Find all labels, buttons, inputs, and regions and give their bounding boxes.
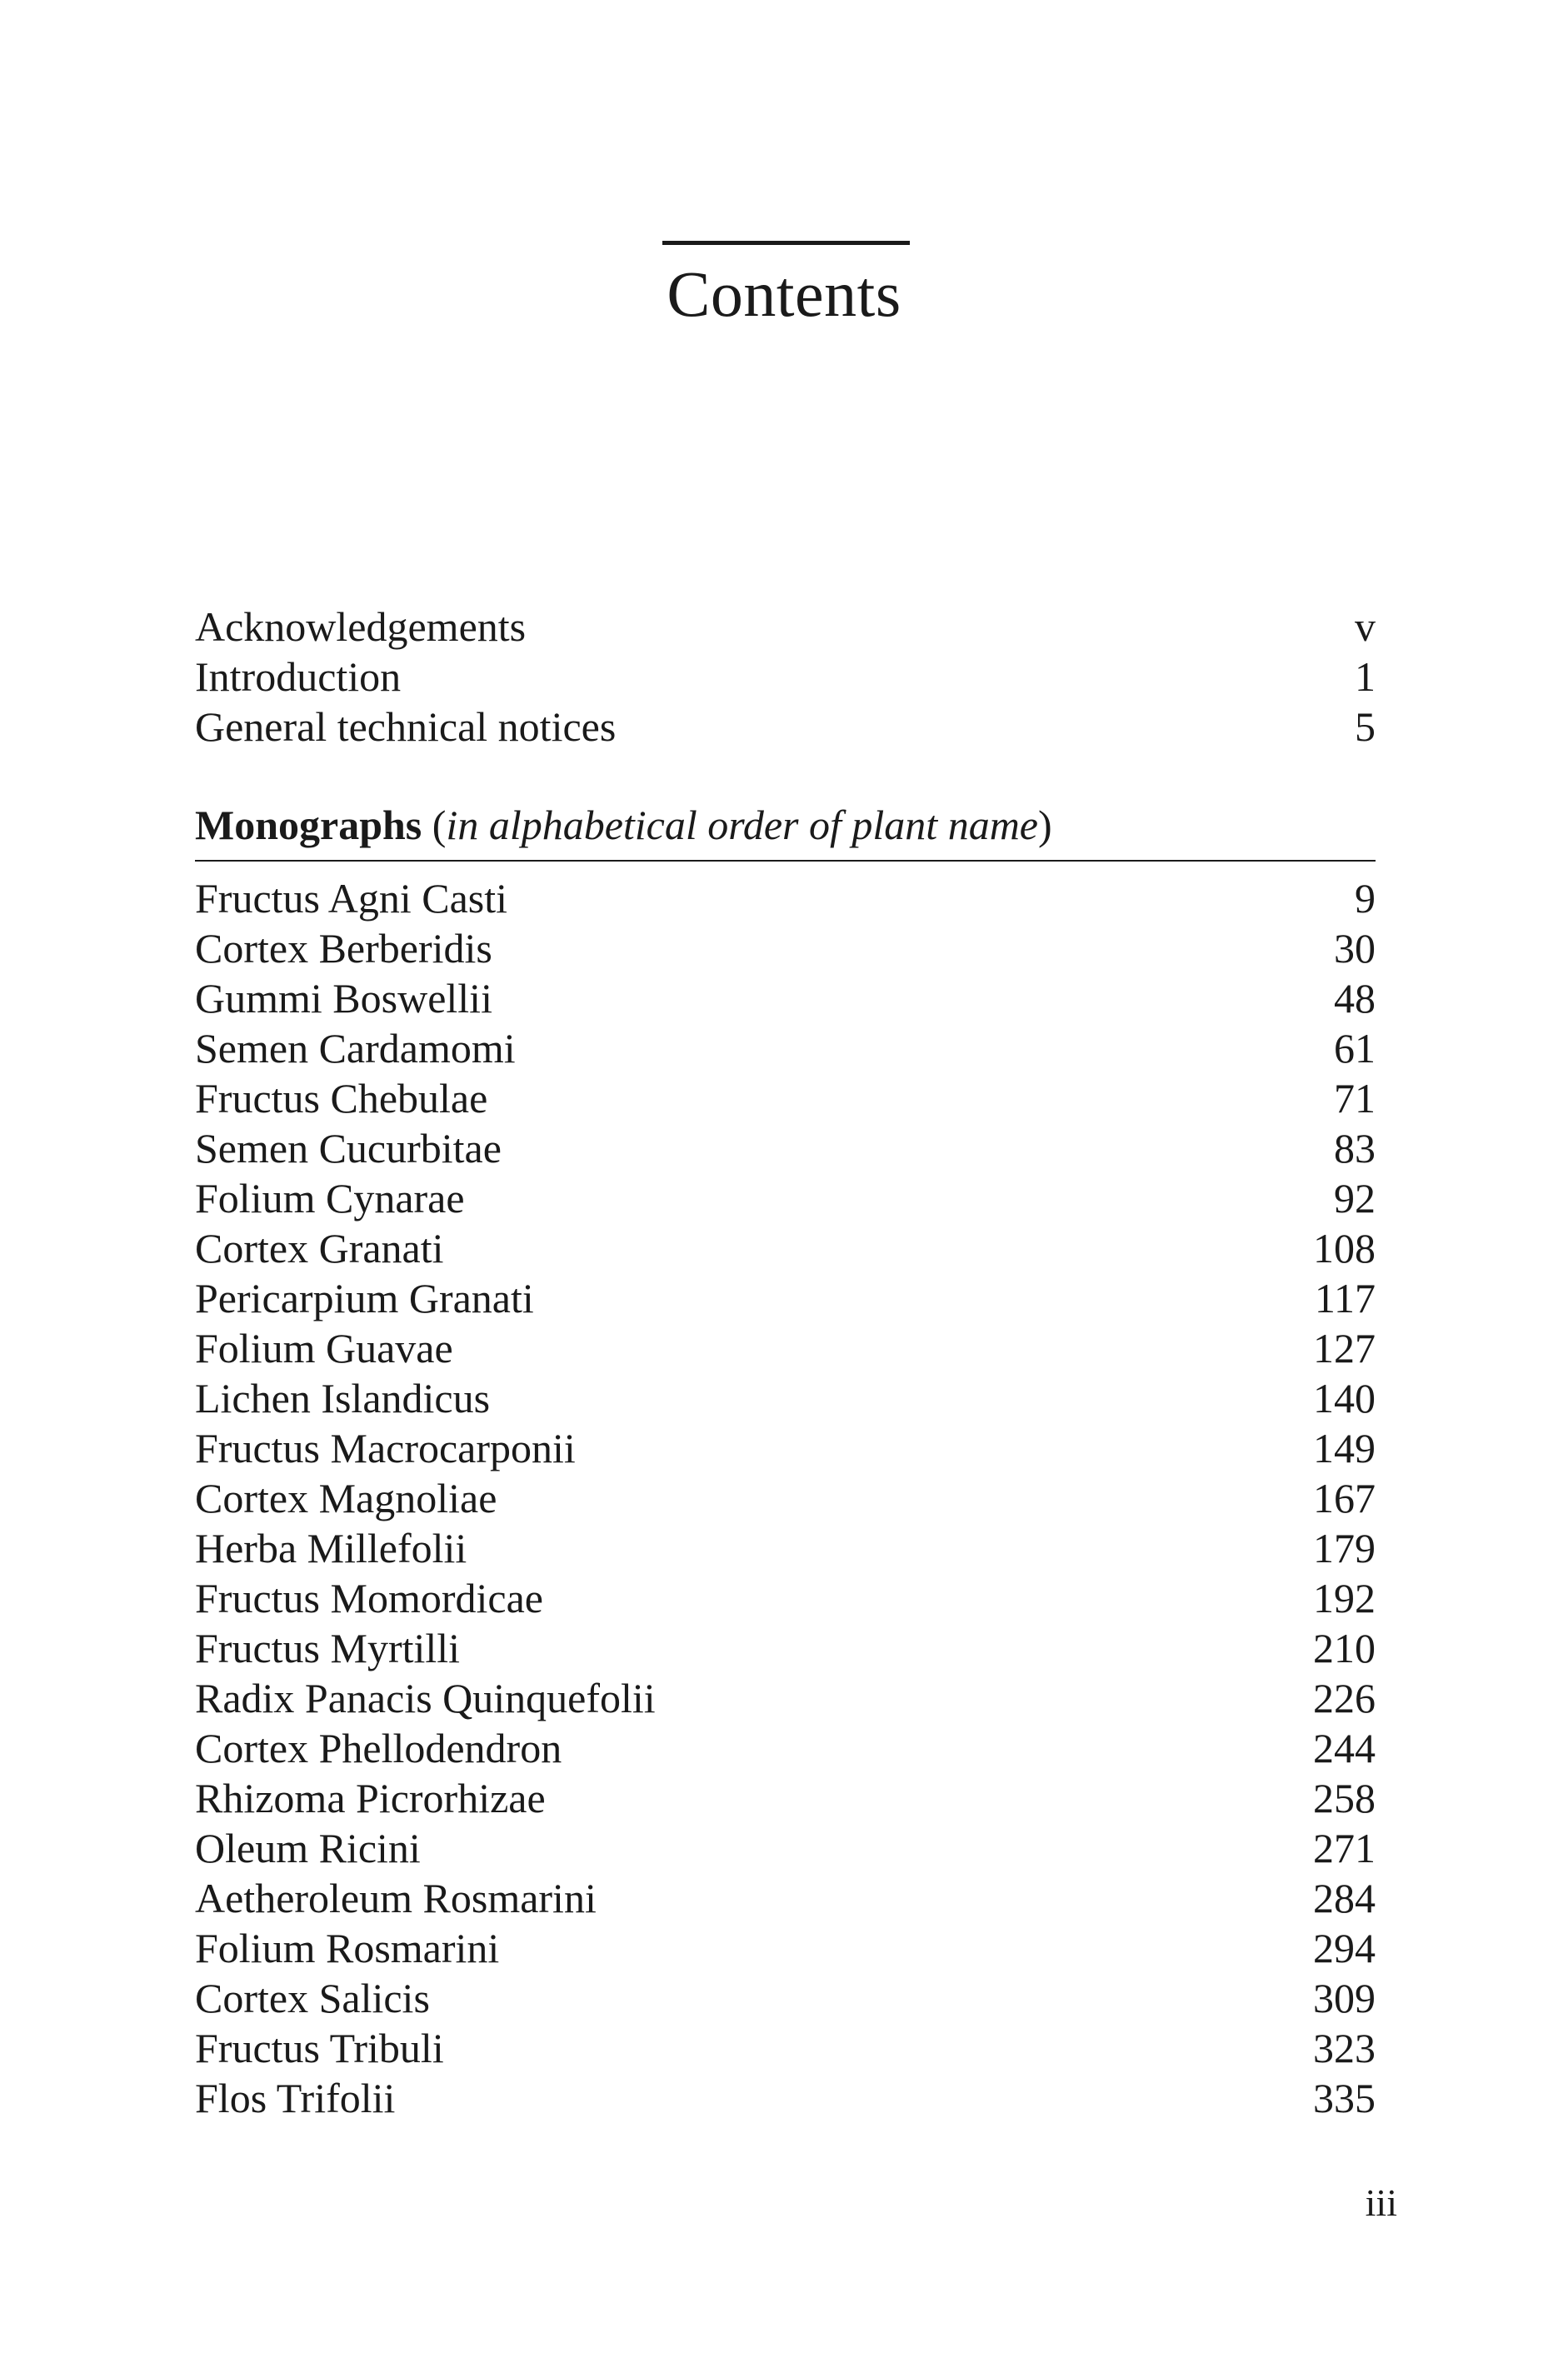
toc-entry-page: 323 [1313, 2025, 1376, 2071]
toc-entry[interactable] [195, 652, 1376, 702]
toc-entry-label: Oleum Ricini [195, 1825, 421, 1871]
toc-entry-label: Semen Cucurbitae [195, 1125, 502, 1172]
toc-entry-label: Introduction [195, 653, 402, 700]
toc-entry-label: General technical notices [195, 703, 617, 750]
toc-entry[interactable] [195, 873, 1376, 923]
toc-entry[interactable] [195, 973, 1376, 1023]
toc-entry[interactable] [195, 1823, 1376, 1873]
toc-entry-page: 284 [1313, 1875, 1376, 1921]
toc-entry-page: 167 [1313, 1475, 1376, 1521]
toc-entry[interactable] [195, 1373, 1376, 1423]
toc-entry-label: Gummi Boswellii [195, 975, 492, 1022]
toc-entry-label: Fructus Agni Casti [195, 875, 508, 922]
toc-entry[interactable] [195, 2073, 1376, 2123]
toc-entry-page: 271 [1313, 1825, 1376, 1871]
toc-entry-page: 210 [1313, 1625, 1376, 1671]
toc-entry-page: 309 [1313, 1975, 1376, 2021]
toc-entry-page: 1 [1355, 653, 1376, 700]
front-matter-list [195, 602, 1376, 752]
toc-entry[interactable] [195, 1773, 1376, 1823]
toc-entry-label: Folium Guavae [195, 1325, 453, 1371]
toc-entry[interactable] [195, 1273, 1376, 1323]
page-title: Contents [667, 257, 901, 330]
toc-entry[interactable] [195, 1973, 1376, 2023]
toc-entry-label: Lichen Islandicus [195, 1375, 491, 1421]
toc-entry-page: 108 [1313, 1225, 1376, 1271]
monographs-heading [195, 796, 1376, 854]
toc-entry-label: Fructus Macrocarponii [195, 1425, 576, 1471]
toc-entry[interactable] [195, 602, 1376, 652]
toc-entry-page: 149 [1313, 1425, 1376, 1471]
title-rule [662, 241, 910, 245]
toc-entry-label: Cortex Granati [195, 1225, 444, 1271]
toc-entry-page: 71 [1334, 1075, 1376, 1122]
toc-entry-label: Cortex Magnoliae [195, 1475, 497, 1521]
toc-entry-page: 127 [1313, 1325, 1376, 1371]
toc-entry-label: Fructus Myrtilli [195, 1625, 461, 1671]
toc-entry-page: 294 [1313, 1925, 1376, 1971]
toc-entry[interactable] [195, 1473, 1376, 1523]
toc-entry[interactable] [195, 2023, 1376, 2073]
monographs-list [195, 873, 1376, 2123]
monographs-note-open: ( [422, 802, 447, 848]
toc-entry[interactable] [195, 1623, 1376, 1673]
toc-entry-page: 140 [1313, 1375, 1376, 1421]
toc-entry[interactable] [195, 923, 1376, 973]
toc-entry[interactable] [195, 702, 1376, 752]
toc-entry[interactable] [195, 1523, 1376, 1573]
toc-entry-page: 61 [1334, 1025, 1376, 1072]
toc-entry[interactable] [195, 1923, 1376, 1973]
toc-entry-page: 335 [1313, 2075, 1376, 2121]
toc-entry-label: Cortex Salicis [195, 1975, 430, 2021]
toc-entry[interactable] [195, 1873, 1376, 1923]
toc-entry[interactable] [195, 1423, 1376, 1473]
toc-entry-page: 258 [1313, 1775, 1376, 1821]
monographs-heading-title: Monographs [195, 802, 422, 848]
toc-entry[interactable] [195, 1723, 1376, 1773]
toc-entry-label: Folium Rosmarini [195, 1925, 500, 1971]
toc-entry-label: Aetheroleum Rosmarini [195, 1875, 597, 1921]
toc-entry-page: 9 [1355, 875, 1376, 922]
toc-entry-label: Pericarpium Granati [195, 1275, 534, 1321]
toc-entry[interactable] [195, 1223, 1376, 1273]
toc-entry[interactable] [195, 1673, 1376, 1723]
toc-entry-page: 48 [1334, 975, 1376, 1022]
toc-entry-page: 83 [1334, 1125, 1376, 1172]
toc-entry-label: Flos Trifolii [195, 2075, 396, 2121]
toc-entry-page: 117 [1314, 1275, 1376, 1321]
toc-entry-page: v [1355, 603, 1376, 650]
toc-entry-page: 30 [1334, 925, 1376, 972]
toc-entry-page: 192 [1313, 1575, 1376, 1621]
toc-entry[interactable] [195, 1573, 1376, 1623]
toc-entry[interactable] [195, 1073, 1376, 1123]
toc-entry-label: Radix Panacis Quinquefolii [195, 1675, 656, 1721]
toc-entry-label: Herba Millefolii [195, 1525, 467, 1571]
toc-entry-page: 179 [1313, 1525, 1376, 1571]
toc-entry-page: 226 [1313, 1675, 1376, 1721]
toc-entry-label: Fructus Momordicae [195, 1575, 543, 1621]
toc-entry[interactable] [195, 1323, 1376, 1373]
toc-entry-label: Fructus Chebulae [195, 1075, 488, 1122]
toc-entry[interactable] [195, 1173, 1376, 1223]
monographs-note-close: ) [1038, 802, 1052, 848]
toc-entry-label: Cortex Phellodendron [195, 1725, 562, 1771]
monographs-note: in alphabetical order of plant name [446, 802, 1038, 848]
toc-entry-page: 5 [1355, 703, 1376, 750]
page-number: iii [1365, 2181, 1397, 2224]
toc-entry-label: Rhizoma Picrorhizae [195, 1775, 546, 1821]
toc-entry-label: Semen Cardamomi [195, 1025, 516, 1072]
toc-entry-label: Cortex Berberidis [195, 925, 492, 972]
section-divider [195, 860, 1376, 862]
toc-entry[interactable] [195, 1023, 1376, 1073]
toc-entry-label: Acknowledgements [195, 603, 527, 650]
toc-entry-label: Folium Cynarae [195, 1175, 465, 1221]
toc-entry[interactable] [195, 1123, 1376, 1173]
toc-entry-page: 92 [1334, 1175, 1376, 1221]
toc-entry-label: Fructus Tribuli [195, 2025, 444, 2071]
toc-entry-page: 244 [1313, 1725, 1376, 1771]
